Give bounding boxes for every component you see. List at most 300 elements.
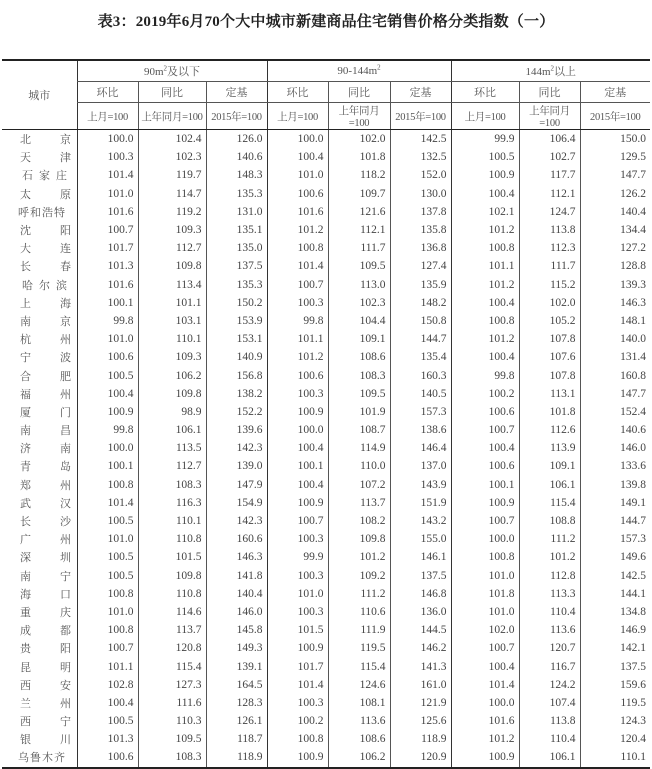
index-value: 144.7 bbox=[390, 330, 451, 348]
index-value: 150.8 bbox=[390, 312, 451, 330]
index-value: 104.4 bbox=[328, 312, 390, 330]
city-name-text bbox=[20, 477, 72, 493]
city-char: 福 bbox=[20, 387, 32, 401]
table-row bbox=[2, 748, 650, 767]
city-name-text bbox=[20, 531, 72, 547]
table-row bbox=[2, 294, 650, 312]
index-value: 112.7 bbox=[138, 457, 206, 475]
index-value: 147.9 bbox=[206, 476, 267, 494]
base-period-label: 上月=100 bbox=[451, 103, 519, 130]
city-char: 昆 bbox=[20, 660, 32, 674]
table-row bbox=[2, 676, 650, 694]
base-period-label: 2015年=100 bbox=[206, 103, 267, 130]
index-value: 100.5 bbox=[77, 567, 138, 585]
index-value: 101.1 bbox=[77, 657, 138, 675]
index-value: 100.9 bbox=[267, 639, 328, 657]
city-name: 石家庄 bbox=[22, 169, 73, 183]
index-value: 102.7 bbox=[519, 148, 580, 166]
index-value: 101.2 bbox=[519, 548, 580, 566]
index-value: 142.5 bbox=[390, 130, 451, 149]
index-value: 100.3 bbox=[267, 385, 328, 403]
index-value: 107.4 bbox=[519, 694, 580, 712]
index-value: 106.4 bbox=[519, 130, 580, 149]
index-value: 100.7 bbox=[77, 221, 138, 239]
index-value: 101.7 bbox=[77, 239, 138, 257]
group-header-under-90 bbox=[77, 60, 267, 82]
city-name-text bbox=[20, 458, 72, 474]
city-char: 阳 bbox=[60, 224, 72, 238]
city-name-text bbox=[20, 495, 72, 511]
city-name bbox=[2, 657, 77, 675]
group-suffix: 以上 bbox=[554, 66, 577, 78]
subheader-yoy: 同比 bbox=[519, 82, 580, 103]
table-row bbox=[2, 585, 650, 603]
city-char: 昌 bbox=[60, 424, 72, 438]
city-char: 武 bbox=[20, 496, 32, 510]
city-char: 西 bbox=[20, 715, 32, 729]
index-value: 121.9 bbox=[390, 694, 451, 712]
city-char: 贵 bbox=[20, 642, 32, 656]
index-value: 135.3 bbox=[206, 276, 267, 294]
index-value: 139.1 bbox=[206, 657, 267, 675]
city-name bbox=[2, 603, 77, 621]
city-name-text bbox=[20, 131, 72, 147]
city-char: 广 bbox=[20, 533, 32, 547]
index-value: 100.5 bbox=[77, 548, 138, 566]
index-value: 149.3 bbox=[206, 639, 267, 657]
city-char: 圳 bbox=[60, 551, 72, 565]
city-char: 沙 bbox=[60, 515, 72, 529]
index-value: 164.5 bbox=[206, 676, 267, 694]
city-char: 沈 bbox=[20, 224, 32, 238]
city-name bbox=[2, 348, 77, 366]
index-value: 124.6 bbox=[328, 676, 390, 694]
index-value: 159.6 bbox=[580, 676, 650, 694]
index-value: 127.2 bbox=[580, 239, 650, 257]
index-value: 100.4 bbox=[451, 348, 519, 366]
index-value: 102.4 bbox=[138, 130, 206, 149]
index-value: 112.3 bbox=[519, 239, 580, 257]
subheader-base: 定基 bbox=[390, 82, 451, 103]
city-char: 郑 bbox=[20, 478, 32, 492]
index-value: 100.0 bbox=[77, 130, 138, 149]
index-value: 100.8 bbox=[451, 239, 519, 257]
city-name bbox=[2, 130, 77, 149]
index-value: 141.3 bbox=[390, 657, 451, 675]
index-value: 110.6 bbox=[328, 603, 390, 621]
index-value: 146.3 bbox=[580, 294, 650, 312]
index-value: 108.7 bbox=[328, 421, 390, 439]
index-value: 115.4 bbox=[328, 657, 390, 675]
index-value: 140.4 bbox=[206, 585, 267, 603]
table-row bbox=[2, 439, 650, 457]
table-row bbox=[2, 385, 650, 403]
subheader-mom: 环比 bbox=[77, 82, 138, 103]
city-char: 宁 bbox=[60, 715, 72, 729]
city-char: 原 bbox=[60, 187, 72, 201]
index-value: 147.7 bbox=[580, 385, 650, 403]
index-value: 102.3 bbox=[328, 294, 390, 312]
index-value: 111.7 bbox=[328, 239, 390, 257]
city-name bbox=[2, 567, 77, 585]
city-char: 州 bbox=[60, 533, 72, 547]
index-value: 100.5 bbox=[77, 512, 138, 530]
index-value: 100.0 bbox=[267, 421, 328, 439]
city-name bbox=[2, 548, 77, 566]
index-value: 100.9 bbox=[267, 494, 328, 512]
city-name-text bbox=[20, 386, 72, 402]
city-name-text bbox=[20, 695, 72, 711]
city-char: 青 bbox=[20, 460, 32, 474]
index-value: 152.0 bbox=[390, 166, 451, 184]
index-value: 146.3 bbox=[206, 548, 267, 566]
index-value: 101.0 bbox=[451, 603, 519, 621]
index-value: 118.9 bbox=[390, 730, 451, 748]
index-value: 136.8 bbox=[390, 239, 451, 257]
index-value: 101.0 bbox=[267, 166, 328, 184]
index-value: 114.9 bbox=[328, 439, 390, 457]
index-value: 100.8 bbox=[77, 585, 138, 603]
city-name bbox=[2, 257, 77, 275]
index-value: 150.0 bbox=[580, 130, 650, 149]
index-value: 139.6 bbox=[206, 421, 267, 439]
index-value: 109.5 bbox=[328, 385, 390, 403]
city-name bbox=[2, 366, 77, 384]
city-column-header: 城市 bbox=[2, 60, 77, 130]
city-name-text bbox=[20, 586, 72, 602]
city-char: 连 bbox=[60, 242, 72, 256]
index-value: 100.5 bbox=[77, 712, 138, 730]
index-value: 109.5 bbox=[328, 257, 390, 275]
table-row bbox=[2, 494, 650, 512]
index-value: 100.9 bbox=[267, 403, 328, 421]
city-name-text bbox=[20, 349, 72, 365]
city-char: 厦 bbox=[20, 405, 32, 419]
city-name-text bbox=[20, 404, 72, 420]
index-value: 99.8 bbox=[77, 312, 138, 330]
index-value: 101.6 bbox=[451, 712, 519, 730]
superscript: 2 bbox=[377, 63, 381, 72]
index-value: 101.5 bbox=[267, 621, 328, 639]
index-value: 119.2 bbox=[138, 203, 206, 221]
index-value: 101.7 bbox=[267, 657, 328, 675]
index-value: 101.0 bbox=[267, 585, 328, 603]
index-value: 140.0 bbox=[580, 330, 650, 348]
index-value: 99.8 bbox=[451, 366, 519, 384]
subheader-mom: 环比 bbox=[451, 82, 519, 103]
index-value: 108.3 bbox=[328, 366, 390, 384]
city-name-text bbox=[20, 295, 72, 311]
city-char: 太 bbox=[20, 187, 32, 201]
city-char: 肥 bbox=[60, 369, 72, 383]
city-name-text bbox=[20, 149, 72, 165]
index-value: 99.9 bbox=[451, 130, 519, 149]
city-char: 长 bbox=[20, 515, 32, 529]
index-value: 140.9 bbox=[206, 348, 267, 366]
city-name-text bbox=[20, 713, 72, 729]
index-value: 133.6 bbox=[580, 457, 650, 475]
index-value: 126.1 bbox=[206, 712, 267, 730]
index-value: 106.2 bbox=[328, 748, 390, 767]
index-value: 101.4 bbox=[77, 166, 138, 184]
index-value: 100.7 bbox=[267, 512, 328, 530]
index-value: 107.2 bbox=[328, 476, 390, 494]
city-char: 南 bbox=[20, 314, 32, 328]
index-value: 101.3 bbox=[77, 257, 138, 275]
index-value: 151.9 bbox=[390, 494, 451, 512]
index-value: 109.7 bbox=[328, 185, 390, 203]
index-value: 101.8 bbox=[451, 585, 519, 603]
index-value: 142.1 bbox=[580, 639, 650, 657]
price-index-table bbox=[2, 59, 650, 769]
index-value: 101.2 bbox=[451, 330, 519, 348]
index-value: 100.0 bbox=[451, 694, 519, 712]
table-row bbox=[2, 603, 650, 621]
index-value: 132.5 bbox=[390, 148, 451, 166]
table-row bbox=[2, 712, 650, 730]
index-value: 110.8 bbox=[138, 530, 206, 548]
index-value: 106.1 bbox=[519, 476, 580, 494]
index-value: 100.6 bbox=[267, 185, 328, 203]
city-name-text bbox=[20, 258, 72, 274]
subheader-base: 定基 bbox=[580, 82, 650, 103]
index-value: 102.1 bbox=[451, 203, 519, 221]
index-value: 108.3 bbox=[138, 748, 206, 767]
index-value: 100.8 bbox=[77, 476, 138, 494]
page-title: 表3：2019年6月70个大中城市新建商品住宅销售价格分类指数（一） bbox=[97, 14, 555, 30]
table-row bbox=[2, 621, 650, 639]
city-name bbox=[2, 148, 77, 166]
index-value: 100.9 bbox=[451, 166, 519, 184]
group-label: 90-144m bbox=[337, 65, 378, 77]
index-value: 116.3 bbox=[138, 494, 206, 512]
index-value: 135.9 bbox=[390, 276, 451, 294]
index-value: 144.1 bbox=[580, 585, 650, 603]
index-value: 101.6 bbox=[77, 276, 138, 294]
index-value: 108.8 bbox=[519, 512, 580, 530]
index-value: 102.0 bbox=[519, 294, 580, 312]
index-value: 112.1 bbox=[519, 185, 580, 203]
city-char: 汉 bbox=[60, 496, 72, 510]
city-char: 银 bbox=[20, 733, 32, 747]
index-value: 111.7 bbox=[519, 257, 580, 275]
index-value: 109.3 bbox=[138, 221, 206, 239]
index-value: 126.0 bbox=[206, 130, 267, 149]
city-name-text bbox=[20, 440, 72, 456]
city-char: 成 bbox=[20, 624, 32, 638]
city-name-text bbox=[20, 568, 72, 584]
index-value: 153.1 bbox=[206, 330, 267, 348]
index-value: 109.8 bbox=[138, 385, 206, 403]
table-row bbox=[2, 148, 650, 166]
city-name bbox=[2, 476, 77, 494]
index-value: 135.3 bbox=[206, 185, 267, 203]
index-value: 100.7 bbox=[451, 421, 519, 439]
index-value: 101.2 bbox=[451, 276, 519, 294]
index-value: 100.4 bbox=[77, 694, 138, 712]
index-value: 100.4 bbox=[451, 439, 519, 457]
index-value: 101.8 bbox=[519, 403, 580, 421]
subheader-yoy: 同比 bbox=[328, 82, 390, 103]
index-value: 110.3 bbox=[138, 712, 206, 730]
index-value: 145.8 bbox=[206, 621, 267, 639]
city-char: 都 bbox=[60, 624, 72, 638]
index-value: 152.2 bbox=[206, 403, 267, 421]
index-value: 138.6 bbox=[390, 421, 451, 439]
index-value: 157.3 bbox=[390, 403, 451, 421]
index-value: 134.8 bbox=[580, 603, 650, 621]
city-name-text bbox=[20, 731, 72, 747]
index-value: 119.7 bbox=[138, 166, 206, 184]
index-value: 140.6 bbox=[580, 421, 650, 439]
index-value: 108.6 bbox=[328, 348, 390, 366]
index-value: 161.0 bbox=[390, 676, 451, 694]
index-value: 100.3 bbox=[267, 694, 328, 712]
index-value: 100.6 bbox=[77, 348, 138, 366]
index-value: 125.6 bbox=[390, 712, 451, 730]
index-value: 113.7 bbox=[328, 494, 390, 512]
index-value: 154.9 bbox=[206, 494, 267, 512]
city-name bbox=[2, 639, 77, 657]
table-row bbox=[2, 130, 650, 149]
index-value: 143.2 bbox=[390, 512, 451, 530]
index-value: 118.9 bbox=[206, 748, 267, 767]
index-value: 113.7 bbox=[138, 621, 206, 639]
index-value: 100.7 bbox=[77, 639, 138, 657]
base-period-label: 上年同月=100 bbox=[328, 103, 390, 130]
index-value: 110.0 bbox=[328, 457, 390, 475]
index-value: 137.8 bbox=[390, 203, 451, 221]
group-label: 144m bbox=[525, 66, 551, 78]
index-value: 100.2 bbox=[451, 385, 519, 403]
index-value: 98.9 bbox=[138, 403, 206, 421]
city-name bbox=[2, 185, 77, 203]
index-value: 110.4 bbox=[519, 603, 580, 621]
city-char: 重 bbox=[20, 605, 32, 619]
table-row bbox=[2, 457, 650, 475]
index-value: 101.9 bbox=[328, 403, 390, 421]
table-row bbox=[2, 276, 650, 294]
index-value: 127.4 bbox=[390, 257, 451, 275]
index-value: 141.8 bbox=[206, 567, 267, 585]
index-value: 153.9 bbox=[206, 312, 267, 330]
index-value: 100.0 bbox=[267, 130, 328, 149]
table-row bbox=[2, 239, 650, 257]
city-name-text bbox=[20, 604, 72, 620]
price-index-table-container bbox=[2, 59, 650, 769]
index-value: 105.2 bbox=[519, 312, 580, 330]
index-value: 100.0 bbox=[451, 530, 519, 548]
index-value: 144.7 bbox=[580, 512, 650, 530]
city-char: 大 bbox=[20, 242, 32, 256]
index-value: 137.5 bbox=[206, 257, 267, 275]
table-row bbox=[2, 476, 650, 494]
index-value: 100.1 bbox=[77, 457, 138, 475]
city-char: 口 bbox=[60, 587, 72, 601]
city-char: 明 bbox=[60, 660, 72, 674]
index-value: 144.5 bbox=[390, 621, 451, 639]
table-row bbox=[2, 512, 650, 530]
table-row bbox=[2, 548, 650, 566]
index-value: 102.0 bbox=[328, 130, 390, 149]
table-row bbox=[2, 203, 650, 221]
index-value: 140.5 bbox=[390, 385, 451, 403]
index-value: 110.4 bbox=[519, 730, 580, 748]
city-char: 合 bbox=[20, 369, 32, 383]
index-value: 100.4 bbox=[451, 294, 519, 312]
index-value: 121.6 bbox=[328, 203, 390, 221]
city-name-text bbox=[20, 313, 72, 329]
index-value: 149.1 bbox=[580, 494, 650, 512]
index-value: 146.2 bbox=[390, 639, 451, 657]
index-value: 100.1 bbox=[77, 294, 138, 312]
index-value: 111.6 bbox=[138, 694, 206, 712]
city-char: 州 bbox=[60, 478, 72, 492]
table-row bbox=[2, 694, 650, 712]
base-period-label: 上年同月=100 bbox=[138, 103, 206, 130]
index-value: 148.1 bbox=[580, 312, 650, 330]
table-row bbox=[2, 366, 650, 384]
index-value: 118.7 bbox=[206, 730, 267, 748]
index-value: 146.1 bbox=[390, 548, 451, 566]
index-value: 100.1 bbox=[451, 476, 519, 494]
city-char: 北 bbox=[20, 133, 32, 147]
index-value: 100.0 bbox=[77, 439, 138, 457]
index-value: 101.4 bbox=[267, 257, 328, 275]
index-value: 152.4 bbox=[580, 403, 650, 421]
city-name bbox=[2, 439, 77, 457]
city-name: 哈尔滨 bbox=[22, 278, 73, 292]
index-value: 126.2 bbox=[580, 185, 650, 203]
index-value: 100.7 bbox=[267, 276, 328, 294]
index-value: 109.5 bbox=[138, 730, 206, 748]
index-value: 100.2 bbox=[267, 712, 328, 730]
index-value: 120.7 bbox=[519, 639, 580, 657]
superscript: 2 bbox=[550, 64, 555, 73]
index-value: 118.2 bbox=[328, 166, 390, 184]
index-value: 119.5 bbox=[580, 694, 650, 712]
index-value: 131.4 bbox=[580, 348, 650, 366]
index-value: 100.5 bbox=[451, 148, 519, 166]
table-row bbox=[2, 730, 650, 748]
city-name-text bbox=[20, 659, 72, 675]
city-char: 济 bbox=[20, 442, 32, 456]
index-value: 160.8 bbox=[580, 366, 650, 384]
index-value: 109.8 bbox=[138, 567, 206, 585]
city-name bbox=[2, 457, 77, 475]
index-value: 113.6 bbox=[519, 621, 580, 639]
index-value: 116.7 bbox=[519, 657, 580, 675]
index-value: 110.8 bbox=[138, 585, 206, 603]
group-header-over-144 bbox=[451, 60, 650, 82]
city-char: 京 bbox=[60, 314, 72, 328]
index-value: 128.3 bbox=[206, 694, 267, 712]
index-value: 100.9 bbox=[267, 748, 328, 767]
city-name bbox=[2, 221, 77, 239]
city-char: 海 bbox=[60, 296, 72, 310]
index-value: 149.6 bbox=[580, 548, 650, 566]
index-value: 113.3 bbox=[519, 585, 580, 603]
index-value: 114.6 bbox=[138, 603, 206, 621]
table-row bbox=[2, 257, 650, 275]
index-value: 137.0 bbox=[390, 457, 451, 475]
index-value: 146.8 bbox=[390, 585, 451, 603]
index-value: 101.2 bbox=[267, 348, 328, 366]
index-value: 100.4 bbox=[451, 185, 519, 203]
index-value: 114.7 bbox=[138, 185, 206, 203]
subheader-base: 定基 bbox=[206, 82, 267, 103]
table-row bbox=[2, 657, 650, 675]
